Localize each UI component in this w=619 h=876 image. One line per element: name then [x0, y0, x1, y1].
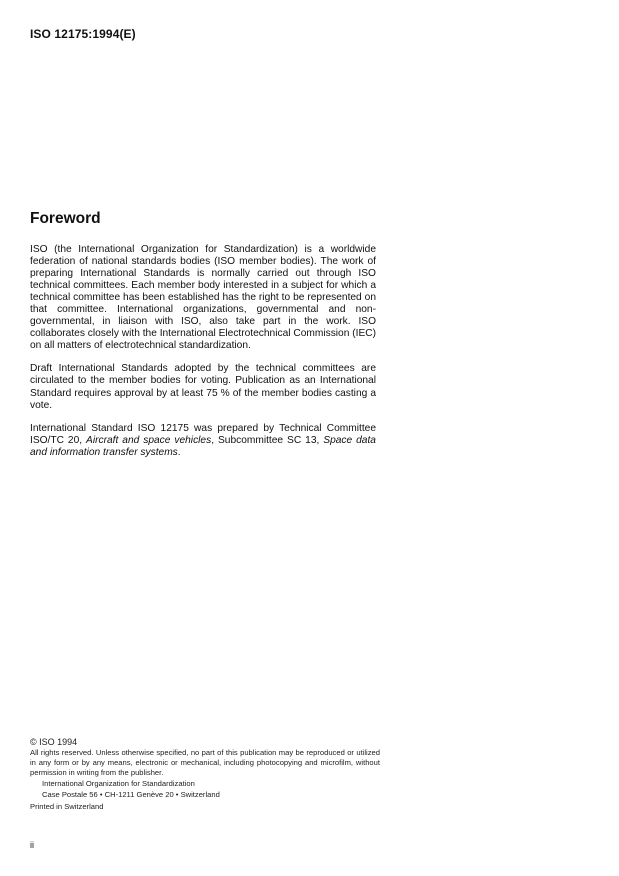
- copyright-line: © ISO 1994: [30, 737, 78, 747]
- page-number: ii: [30, 840, 34, 850]
- printed-in: Printed in Switzerland: [30, 802, 104, 811]
- organization-address: Case Postale 56 • CH-1211 Genève 20 • Switzerland: [42, 790, 220, 799]
- foreword-paragraph-1: ISO (the International Organization for Standardization) is a worldwide federation of national standards bodies (ISO member bodies). The work of preparing International Standards is normally carried out through ISO technical committees. Each member body interested in a subject for which a technical committee has been established has the right to be represented on that committee. International organizations, governmental and non-governmental, in liaison with ISO, also take part in the work. ISO collaborates closely with the International Electrotechnical Commission (IEC) on all matters of electrotechnical standardization.: [30, 244, 376, 352]
- subcommittee-title: Space data and information transfer systems: [30, 434, 376, 458]
- page-title: Foreword: [30, 210, 101, 227]
- paragraph-3-text-c: , Subcommittee SC 13,: [211, 434, 324, 446]
- paragraph-3-text-a: International Standard ISO 12175 was prepared by Technical Committee ISO/TC 20,: [30, 422, 376, 446]
- copyright-block: [30, 737, 380, 812]
- foreword-body: [30, 244, 376, 470]
- document-header: ISO 12175:1994(E): [30, 27, 136, 41]
- committee-title: Aircraft and space vehicles: [86, 434, 212, 446]
- organization-name: International Organization for Standardization: [42, 779, 195, 788]
- paragraph-3-text-e: .: [177, 446, 181, 458]
- foreword-paragraph-3: [30, 423, 376, 459]
- rights-notice: All rights reserved. Unless otherwise specified, no part of this publication may be reproduced or utilized in any form or by any means, electronic or mechanical, including photocopying and microfilm, without permission in writing from the publisher.: [30, 748, 380, 777]
- foreword-paragraph-2: Draft International Standards adopted by the technical committees are circulated to the member bodies for voting. Publication as an International Standard requires approval by at least 75 % of the member bodies casting a vote.: [30, 363, 376, 411]
